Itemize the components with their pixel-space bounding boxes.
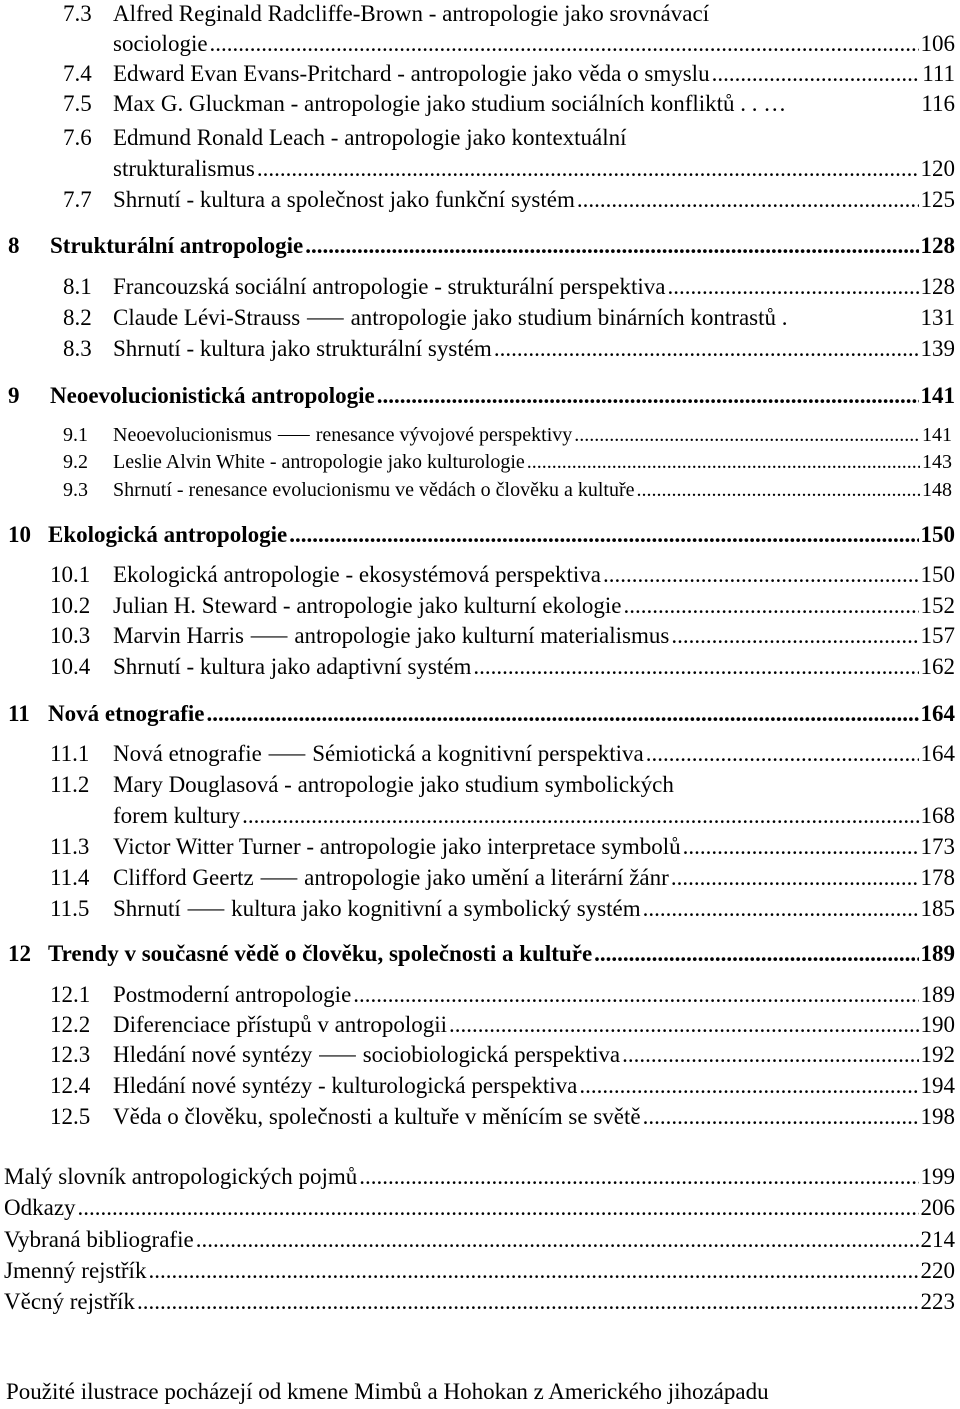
toc-page-number: 194 <box>920 1073 955 1098</box>
toc-title: Neoevolucionismus ⸺ renesance vývojové perspektivy <box>113 424 573 446</box>
toc-number: 11.5 <box>50 896 90 921</box>
toc-entry[interactable] <box>113 155 955 183</box>
dot-leader <box>494 335 919 363</box>
dot-leader <box>643 895 919 923</box>
toc-number: 8.3 <box>63 336 92 361</box>
toc-page-number: 157 <box>920 623 955 648</box>
toc-title: Malý slovník antropologických pojmů <box>4 1164 358 1189</box>
toc-number: 7.6 <box>63 125 92 150</box>
toc-number: 10.2 <box>50 593 91 618</box>
illustration-credit: Použité ilustrace pocházejí od kmene Mimbů a Hohokan z Amerického jihozápadu <box>6 1379 769 1404</box>
toc-entry[interactable] <box>113 335 955 363</box>
toc-entry[interactable] <box>113 622 955 650</box>
dot-leader <box>305 232 918 260</box>
toc-number: 10.4 <box>50 654 91 679</box>
dot-leader <box>137 1288 919 1316</box>
toc-entry[interactable] <box>4 1163 955 1191</box>
toc-page-number: 173 <box>920 834 955 859</box>
dot-leader <box>577 186 919 214</box>
toc-title: Věcný rejstřík <box>4 1289 135 1314</box>
toc-entry[interactable] <box>113 802 955 830</box>
toc-entry[interactable] <box>113 740 955 768</box>
dot-leader <box>207 700 919 728</box>
toc-title: Edward Evan Evans-Pritchard - antropologie jako věda o smyslu <box>113 61 710 86</box>
toc-title: Ekologická antropologie - ekosystémová perspektiva <box>113 562 601 587</box>
toc-page-number: 131 <box>920 305 955 330</box>
toc-entry[interactable] <box>113 1011 955 1039</box>
toc-entry[interactable] <box>113 30 955 58</box>
toc-number: 8 <box>8 233 20 258</box>
toc-title: Nová etnografie ⸺ Sémiotická a kognitivní perspektiva <box>113 741 644 766</box>
toc-entry[interactable] <box>113 561 955 589</box>
toc-title: forem kultury <box>113 803 241 828</box>
toc-title: Nová etnografie <box>48 701 205 726</box>
dot-leader <box>78 1194 919 1222</box>
toc-title: Ekologická antropologie <box>48 522 288 547</box>
toc-entry[interactable] <box>4 1226 955 1254</box>
toc-title: Clifford Geertz ⸺ antropologie jako umění a literární žánr <box>113 865 669 890</box>
toc-entry[interactable] <box>113 421 952 449</box>
dot-leader <box>242 802 918 830</box>
toc-page-number: 125 <box>920 187 955 212</box>
toc-page-number: 148 <box>922 479 952 501</box>
dot-leader <box>671 622 918 650</box>
toc-title: Marvin Harris ⸺ antropologie jako kulturní materialismus <box>113 623 670 648</box>
toc-page-number: 206 <box>920 1195 955 1220</box>
toc-number: 12.3 <box>50 1042 91 1067</box>
toc-title: Claude Lévi-Strauss ⸺ antropologie jako studium binárních kontrastů . <box>113 305 788 330</box>
dot-leader <box>622 1041 918 1069</box>
toc-number: 12.5 <box>50 1104 91 1129</box>
toc-chapter-entry[interactable] <box>48 700 955 728</box>
toc-number: 9 <box>8 383 20 408</box>
toc-entry[interactable] <box>113 90 955 118</box>
toc-page-number: 198 <box>920 1104 955 1129</box>
toc-entry[interactable] <box>113 304 955 332</box>
toc-entry[interactable] <box>113 833 955 861</box>
dot-leader <box>377 382 919 410</box>
toc-page-number: 150 <box>920 562 955 587</box>
toc-page-number: 192 <box>920 1042 955 1067</box>
toc-page-number: 116 <box>921 91 955 116</box>
toc-entry[interactable] <box>113 1072 955 1100</box>
toc-title: sociologie <box>113 31 208 56</box>
toc-title: Odkazy <box>4 1195 76 1220</box>
toc-title: Hledání nové syntézy ⸺ sociobiologická perspektiva <box>113 1042 621 1067</box>
toc-page-number: 178 <box>920 865 955 890</box>
toc-number: 7.7 <box>63 187 92 212</box>
toc-title: Trendy v současné vědě o člověku, společnosti a kultuře <box>48 941 593 966</box>
toc-number: 11.4 <box>50 865 90 890</box>
toc-title: Jmenný rejstřík <box>4 1258 147 1283</box>
dot-leader <box>603 561 919 589</box>
toc-page-number: 141 <box>920 383 955 408</box>
toc-title: Francouzská sociální antropologie - strukturální perspektiva <box>113 274 666 299</box>
toc-page-number: 164 <box>920 701 955 726</box>
toc-entry[interactable] <box>113 981 955 1009</box>
toc-entry[interactable] <box>4 1288 955 1316</box>
toc-title: Mary Douglasová - antropologie jako studium symbolických <box>113 772 674 797</box>
toc-entry[interactable] <box>4 1257 955 1285</box>
dot-leader <box>449 1011 918 1039</box>
toc-title: Shrnutí - kultura a společnost jako funkční systém <box>113 187 575 212</box>
dot-leader <box>359 1163 918 1191</box>
toc-page-number: 220 <box>920 1258 955 1283</box>
toc-title: Leslie Alvin White - antropologie jako kulturologie <box>113 451 525 473</box>
toc-number: 7.3 <box>63 1 92 26</box>
dot-leader <box>683 833 919 861</box>
dot-leader <box>671 864 919 892</box>
toc-page-number: 128 <box>920 274 955 299</box>
dot-leader <box>473 653 918 681</box>
dot-leader <box>579 1072 918 1100</box>
toc-entry[interactable] <box>113 0 955 28</box>
toc-title: Alfred Reginald Radcliffe-Brown - antropologie jako srovnávací <box>113 1 710 26</box>
toc-entry[interactable] <box>113 476 952 504</box>
toc-page-number: 128 <box>920 233 955 258</box>
toc-page-number: 185 <box>920 896 955 921</box>
toc-number: 10.1 <box>50 562 91 587</box>
toc-title: Neoevolucionistická antropologie <box>50 383 375 408</box>
toc-number: 12.1 <box>50 982 91 1007</box>
toc-entry[interactable] <box>113 60 955 88</box>
dot-leader <box>257 155 919 183</box>
toc-page-number: 168 <box>920 803 955 828</box>
toc-entry[interactable] <box>113 1041 955 1069</box>
toc-title: Hledání nové syntézy - kulturologická perspektiva <box>113 1073 578 1098</box>
toc-page-number: 189 <box>920 982 955 1007</box>
toc-page-number: 111 <box>922 61 955 86</box>
toc-number: 12.4 <box>50 1073 91 1098</box>
toc-page-number: 139 <box>920 336 955 361</box>
toc-entry[interactable] <box>113 1103 955 1131</box>
toc-number: 11.1 <box>50 741 90 766</box>
toc-page-number: 152 <box>920 593 955 618</box>
toc-entry[interactable] <box>113 448 952 476</box>
toc-title: Postmoderní antropologie <box>113 982 352 1007</box>
dot-leader <box>210 30 919 58</box>
toc-entry[interactable] <box>113 592 955 620</box>
toc-title: Strukturální antropologie <box>50 233 304 258</box>
toc-title: Julian H. Steward - antropologie jako kulturní ekologie <box>113 593 622 618</box>
toc-page-number: 164 <box>920 741 955 766</box>
toc-number: 11 <box>8 701 30 726</box>
toc-number: 10 <box>8 522 31 547</box>
toc-page-number: 141 <box>922 424 952 446</box>
toc-page-number: 143 <box>922 451 952 473</box>
toc-number: 12 <box>8 941 31 966</box>
dot-leader <box>712 60 921 88</box>
dot-leader <box>623 592 918 620</box>
toc-entry[interactable] <box>113 771 955 799</box>
toc-title: Vybraná bibliografie <box>4 1227 194 1252</box>
dot-leader <box>196 1226 919 1254</box>
toc-title: Victor Witter Turner - antropologie jako interpretace symbolů <box>113 834 681 859</box>
toc-page-number: 106 <box>920 31 955 56</box>
dot-leader <box>667 273 918 301</box>
dot-leader <box>527 448 920 476</box>
toc-page-number: 214 <box>920 1227 955 1252</box>
toc-title: Max G. Gluckman - antropologie jako studium sociálních konfliktů . . … <box>113 91 787 116</box>
dot-leader <box>637 476 921 504</box>
toc-number: 9.2 <box>63 451 88 473</box>
dot-leader <box>289 521 918 549</box>
dot-leader <box>148 1257 918 1285</box>
toc-page-number: 199 <box>920 1164 955 1189</box>
toc-chapter-entry[interactable] <box>50 382 955 410</box>
dot-leader <box>646 740 919 768</box>
toc-chapter-entry[interactable] <box>48 940 955 968</box>
toc-entry[interactable] <box>113 895 955 923</box>
toc-chapter-entry[interactable] <box>48 521 955 549</box>
toc-title: strukturalismus <box>113 156 255 181</box>
toc-title: Věda o člověku, společnosti a kultuře v měnícím se světě <box>113 1104 641 1129</box>
toc-page-number: 120 <box>920 156 955 181</box>
toc-number: 7.5 <box>63 91 92 116</box>
toc-number: 7.4 <box>63 61 92 86</box>
toc-number: 9.1 <box>63 424 88 446</box>
toc-title: Shrnutí - kultura jako strukturální systém <box>113 336 492 361</box>
toc-title: Diferenciace přístupů v antropologii <box>113 1012 448 1037</box>
toc-page-number: 223 <box>920 1289 955 1314</box>
toc-number: 12.2 <box>50 1012 91 1037</box>
dot-leader <box>643 1103 919 1131</box>
toc-page-number: 189 <box>920 941 955 966</box>
toc-entry[interactable] <box>113 124 955 152</box>
toc-number: 11.2 <box>50 772 90 797</box>
toc-title: Shrnutí ⸺ kultura jako kognitivní a symbolický systém <box>113 896 641 921</box>
toc-entry[interactable] <box>113 864 955 892</box>
toc-number: 9.3 <box>63 479 88 501</box>
toc-entry[interactable] <box>113 186 955 214</box>
toc-entry[interactable] <box>113 653 955 681</box>
toc-page-number: 150 <box>920 522 955 547</box>
toc-number: 10.3 <box>50 623 91 648</box>
toc-title: Shrnutí - renesance evolucionismu ve vědách o člověku a kultuře <box>113 479 635 501</box>
toc-title: Shrnutí - kultura jako adaptivní systém <box>113 654 472 679</box>
toc-number: 11.3 <box>50 834 90 859</box>
toc-number: 8.2 <box>63 305 92 330</box>
dot-leader <box>353 981 918 1009</box>
toc-page-number: 190 <box>920 1012 955 1037</box>
toc-number: 8.1 <box>63 274 92 299</box>
dot-leader <box>574 421 920 449</box>
toc-page-number: 162 <box>920 654 955 679</box>
dot-leader <box>594 940 918 968</box>
toc-entry[interactable] <box>4 1194 955 1222</box>
toc-title: Edmund Ronald Leach - antropologie jako kontextuální <box>113 125 627 150</box>
toc-chapter-entry[interactable] <box>50 232 955 260</box>
toc-entry[interactable] <box>113 273 955 301</box>
